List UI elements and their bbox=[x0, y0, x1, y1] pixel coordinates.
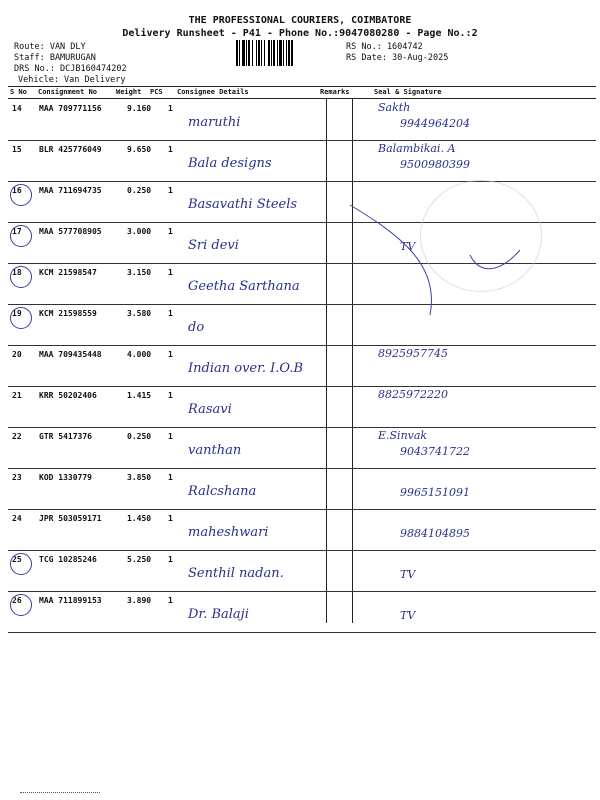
faint-stamp bbox=[420, 180, 542, 292]
signature-line-1: Sakth bbox=[378, 101, 411, 114]
sno-circle-mark bbox=[10, 266, 32, 288]
consignment-number: JPR 503059171 bbox=[39, 514, 102, 523]
signature-line-2: 9944964204 bbox=[400, 117, 470, 130]
pcs-count: 1 bbox=[168, 268, 173, 277]
signature-line-1: E.Sinvak bbox=[378, 429, 428, 442]
serial-number: 22 bbox=[12, 432, 22, 441]
signature-line-1: 8825972220 bbox=[378, 388, 448, 401]
consignment-number: MAA 709771156 bbox=[39, 104, 102, 113]
pcs-count: 1 bbox=[168, 104, 173, 113]
serial-number: 24 bbox=[12, 514, 22, 523]
footer-mark bbox=[20, 792, 100, 799]
weight-value: 0.250 bbox=[127, 432, 152, 441]
table-row bbox=[8, 550, 596, 592]
signature-line-2: TV bbox=[400, 568, 416, 581]
serial-number: 16 bbox=[12, 186, 22, 195]
consignee-name: Senthil nadan. bbox=[188, 566, 284, 581]
consignee-name: Dr. Balaji bbox=[188, 607, 249, 622]
pcs-count: 1 bbox=[168, 473, 173, 482]
consignment-number: MAA 577708905 bbox=[39, 227, 102, 236]
consignment-number: MAA 711694735 bbox=[39, 186, 102, 195]
consignee-name: maheshwari bbox=[188, 525, 269, 540]
signature-line-2: 9965151091 bbox=[400, 486, 470, 499]
signature-line-2: TV bbox=[400, 609, 416, 622]
rs-date: RS Date: 30-Aug-2025 bbox=[346, 53, 449, 63]
signature-line-2: TV bbox=[400, 240, 416, 253]
consignment-number: BLR 425776049 bbox=[39, 145, 102, 154]
consignee-name: Rasavi bbox=[188, 402, 232, 417]
weight-value: 3.890 bbox=[127, 596, 152, 605]
consignment-number: MAA 711899153 bbox=[39, 596, 102, 605]
serial-number: 15 bbox=[12, 145, 22, 154]
serial-number: 25 bbox=[12, 555, 22, 564]
pcs-count: 1 bbox=[168, 186, 173, 195]
signature-line-2: 9500980399 bbox=[400, 158, 470, 171]
col-consignee: Consignee Details bbox=[177, 88, 249, 96]
sno-circle-mark bbox=[10, 307, 32, 329]
weight-value: 5.250 bbox=[127, 555, 152, 564]
consignee-name: vanthan bbox=[188, 443, 242, 458]
sno-circle-mark bbox=[10, 553, 32, 575]
col-seal: Seal & Signature bbox=[374, 88, 442, 96]
consignment-number: TCG 10285246 bbox=[39, 555, 97, 564]
sno-circle-mark bbox=[10, 594, 32, 616]
header-top-rule bbox=[8, 86, 596, 87]
weight-value: 3.000 bbox=[127, 227, 152, 236]
consignment-number: KCM 21598547 bbox=[39, 268, 97, 277]
runsheet-subtitle: Delivery Runsheet - P41 - Phone No.:9047080280 - Page No.:2 bbox=[122, 28, 478, 39]
pcs-count: 1 bbox=[168, 227, 173, 236]
table-row bbox=[8, 427, 596, 469]
weight-value: 0.250 bbox=[127, 186, 152, 195]
consignee-name: Sri devi bbox=[188, 238, 239, 253]
consignee-name: Ralcshana bbox=[188, 484, 257, 499]
signature-line-1: Balambikai. A bbox=[378, 142, 456, 155]
signature-line-2: 9884104895 bbox=[400, 527, 470, 540]
col-weight: Weight bbox=[116, 88, 142, 96]
table-row bbox=[8, 468, 596, 510]
col-pcs: PCS bbox=[150, 88, 163, 96]
consignment-number: GTR 5417376 bbox=[39, 432, 92, 441]
serial-number: 14 bbox=[12, 104, 22, 113]
pcs-count: 1 bbox=[168, 555, 173, 564]
serial-number: 20 bbox=[12, 350, 22, 359]
serial-number: 18 bbox=[12, 268, 22, 277]
serial-number: 19 bbox=[12, 309, 22, 318]
consignee-name: do bbox=[188, 320, 205, 335]
consignment-number: MAA 709435448 bbox=[39, 350, 102, 359]
vehicle-label: Vehicle: Van Delivery bbox=[18, 75, 126, 85]
col-consignment: Consignment No bbox=[38, 88, 98, 96]
company-title: THE PROFESSIONAL COURIERS, COIMBATORE bbox=[188, 15, 412, 26]
consignee-name: Indian over. I.O.B bbox=[188, 361, 304, 376]
consignment-number: KOD 1330779 bbox=[39, 473, 92, 482]
pcs-count: 1 bbox=[168, 145, 173, 154]
weight-value: 1.450 bbox=[127, 514, 152, 523]
serial-number: 21 bbox=[12, 391, 22, 400]
weight-value: 4.000 bbox=[127, 350, 152, 359]
consignee-name: Bala designs bbox=[188, 156, 272, 171]
table-row bbox=[8, 304, 596, 346]
serial-number: 23 bbox=[12, 473, 22, 482]
table-row bbox=[8, 140, 596, 182]
col-sno: S No bbox=[10, 88, 27, 96]
table-row bbox=[8, 345, 596, 387]
table-row bbox=[8, 591, 596, 633]
staff-label: Staff: BAMURUGAN bbox=[14, 53, 96, 63]
pcs-count: 1 bbox=[168, 514, 173, 523]
sno-circle-mark bbox=[10, 184, 32, 206]
table-row bbox=[8, 386, 596, 428]
weight-value: 9.650 bbox=[127, 145, 152, 154]
rs-number: RS No.: 1604742 bbox=[346, 42, 423, 52]
weight-value: 3.150 bbox=[127, 268, 152, 277]
pcs-count: 1 bbox=[168, 391, 173, 400]
barcode bbox=[236, 40, 344, 66]
signature-line-2: 9043741722 bbox=[400, 445, 470, 458]
pcs-count: 1 bbox=[168, 432, 173, 441]
col-remarks: Remarks bbox=[320, 88, 350, 96]
pcs-count: 1 bbox=[168, 309, 173, 318]
pcs-count: 1 bbox=[168, 596, 173, 605]
serial-number: 26 bbox=[12, 596, 22, 605]
pcs-count: 1 bbox=[168, 350, 173, 359]
sno-circle-mark bbox=[10, 225, 32, 247]
consignee-name: Basavathi Steels bbox=[188, 197, 298, 212]
weight-value: 1.415 bbox=[127, 391, 152, 400]
weight-value: 9.160 bbox=[127, 104, 152, 113]
table-row bbox=[8, 99, 596, 141]
weight-value: 3.850 bbox=[127, 473, 152, 482]
serial-number: 17 bbox=[12, 227, 22, 236]
route-label: Route: VAN DLY bbox=[14, 42, 86, 52]
drs-number: DRS No.: DCJB160474202 bbox=[14, 64, 127, 74]
consignment-number: KCM 21598559 bbox=[39, 309, 97, 318]
table-row bbox=[8, 509, 596, 551]
consignee-name: Geetha Sarthana bbox=[188, 279, 300, 294]
consignee-name: maruthi bbox=[188, 115, 241, 130]
weight-value: 3.580 bbox=[127, 309, 152, 318]
signature-line-1: 8925957745 bbox=[378, 347, 448, 360]
consignment-number: KRR 50202406 bbox=[39, 391, 97, 400]
